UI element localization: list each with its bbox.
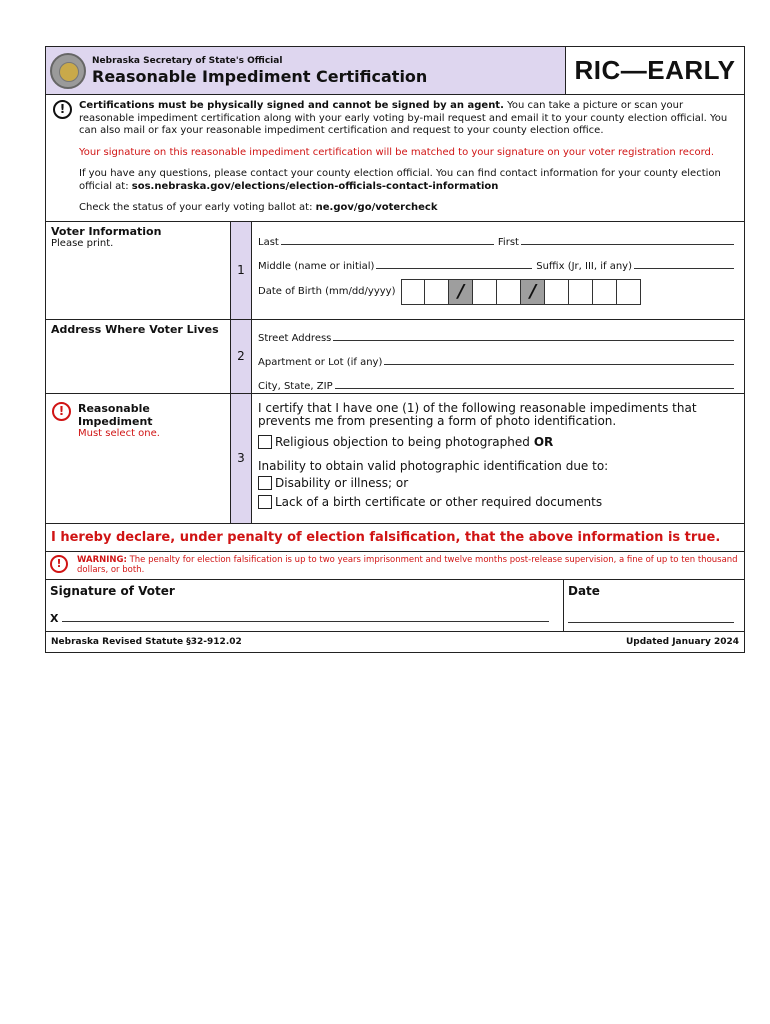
street-label: Street Address: [258, 332, 332, 344]
middle-name-field[interactable]: [376, 268, 532, 269]
address-section: [46, 320, 744, 394]
disability-checkbox[interactable]: [258, 476, 272, 490]
dob-month-digit[interactable]: [401, 279, 425, 305]
apartment-field[interactable]: [384, 364, 734, 365]
state-seal-icon: [50, 53, 86, 89]
section-number-1: 1: [230, 222, 252, 319]
dob-day-digit[interactable]: [473, 279, 497, 305]
certify-text: I certify that I have one (1) of the following reasonable impediments that prevents me from presenting a form of photo identification.: [258, 400, 697, 428]
warning-notice: [46, 552, 744, 580]
city-state-zip-label: City, State, ZIP: [258, 380, 333, 392]
dob-day-digit[interactable]: [497, 279, 521, 305]
warning-label: WARNING:: [77, 554, 127, 565]
dob-month-digit[interactable]: [425, 279, 449, 305]
birth-certificate-label: Lack of a birth certificate or other required documents: [275, 494, 603, 509]
signature-section: [46, 580, 744, 632]
or-text: OR: [533, 434, 554, 449]
dob-year-digit[interactable]: [545, 279, 569, 305]
alert-icon: !: [53, 100, 72, 119]
signature-x: X: [50, 611, 59, 625]
last-name-field[interactable]: [281, 244, 494, 245]
address-title: Address Where Voter Lives: [51, 322, 219, 336]
religious-objection-checkbox[interactable]: [258, 435, 272, 449]
declaration: I hereby declare, under penalty of election falsification, that the above information is true.: [46, 524, 744, 552]
middle-name-label: Middle (name or initial): [258, 260, 375, 272]
warning-text: The penalty for election falsification is up to two years imprisonment and twelve months post-release supervision, a fine of up to ten thousand dollars, or both.: [77, 554, 738, 575]
instructions: [46, 95, 744, 222]
form-footer: [46, 632, 744, 652]
voter-information-section: [46, 222, 744, 320]
header-title-block: [46, 47, 566, 94]
impediment-title: Reasonable Impediment: [78, 401, 153, 428]
intro-text: You can take a picture or scan your reasonable impediment certification along with your early voting by-mail request and email it to your county election official. You can also mail or fax your reasonable impediment certification and request to your county election office.: [79, 100, 728, 136]
street-field[interactable]: [333, 340, 734, 341]
dob-year-digit[interactable]: [569, 279, 593, 305]
updated-date: Updated January 2024: [625, 636, 739, 647]
last-name-label: Last: [258, 236, 279, 248]
dob-year-digit[interactable]: [617, 279, 641, 305]
questions-text: If you have any questions, please contact your county election official. You can find contact information for your county election official at:: [79, 168, 721, 192]
status-text: Check the status of your early voting ballot at:: [79, 202, 316, 213]
form-code: RIC—EARLY: [574, 55, 736, 85]
dob-separator: /: [449, 279, 473, 305]
first-name-label: First: [497, 236, 519, 248]
alert-icon: !: [52, 402, 71, 421]
date-of-birth-row: [252, 272, 744, 312]
form-title: Reasonable Impediment Certification: [92, 66, 428, 86]
section-number-2: 2: [230, 320, 252, 393]
first-name-field[interactable]: [521, 244, 734, 245]
certification-form: [45, 46, 745, 653]
apartment-label: Apartment or Lot (if any): [258, 356, 383, 368]
warning-icon: !: [50, 555, 68, 573]
section-number-3: 3: [230, 394, 252, 523]
date-title: Date: [568, 583, 600, 598]
intro-bold-lead: Certifications must be physically signed and cannot be signed by an agent.: [79, 100, 504, 111]
header-subtitle: Nebraska Secretary of State's Official: [92, 55, 283, 66]
dob-label: Date of Birth (mm/dd/yyyy): [258, 286, 396, 297]
impediment-section: [46, 394, 744, 524]
votercheck-link[interactable]: ne.gov/go/votercheck: [315, 202, 438, 213]
voter-info-title: Voter Information: [51, 224, 162, 238]
impediment-subtitle: Must select one.: [78, 427, 160, 439]
dob-separator: /: [521, 279, 545, 305]
suffix-label: Suffix (Jr, III, if any): [536, 260, 632, 272]
dob-year-digit[interactable]: [593, 279, 617, 305]
religious-objection-label: Religious objection to being photographed: [275, 434, 530, 449]
inability-text: Inability to obtain valid photographic identification due to:: [258, 458, 609, 473]
disability-label: Disability or illness; or: [275, 475, 409, 490]
form-header: [46, 47, 744, 95]
date-field[interactable]: [568, 622, 734, 623]
suffix-field[interactable]: [634, 268, 734, 269]
statute-reference: Nebraska Revised Statute §32-912.02: [51, 636, 242, 647]
contact-link[interactable]: sos.nebraska.gov/elections/election-officials-contact-information: [131, 180, 499, 192]
signature-field[interactable]: [62, 621, 549, 622]
city-state-zip-field[interactable]: [335, 388, 734, 389]
birth-certificate-checkbox[interactable]: [258, 495, 272, 509]
voter-info-subtitle: Please print.: [51, 237, 114, 249]
signature-title: Signature of Voter: [50, 583, 175, 598]
signature-notice: Your signature on this reasonable impediment certification will be matched to your signature on your voter registration record.: [79, 146, 715, 158]
